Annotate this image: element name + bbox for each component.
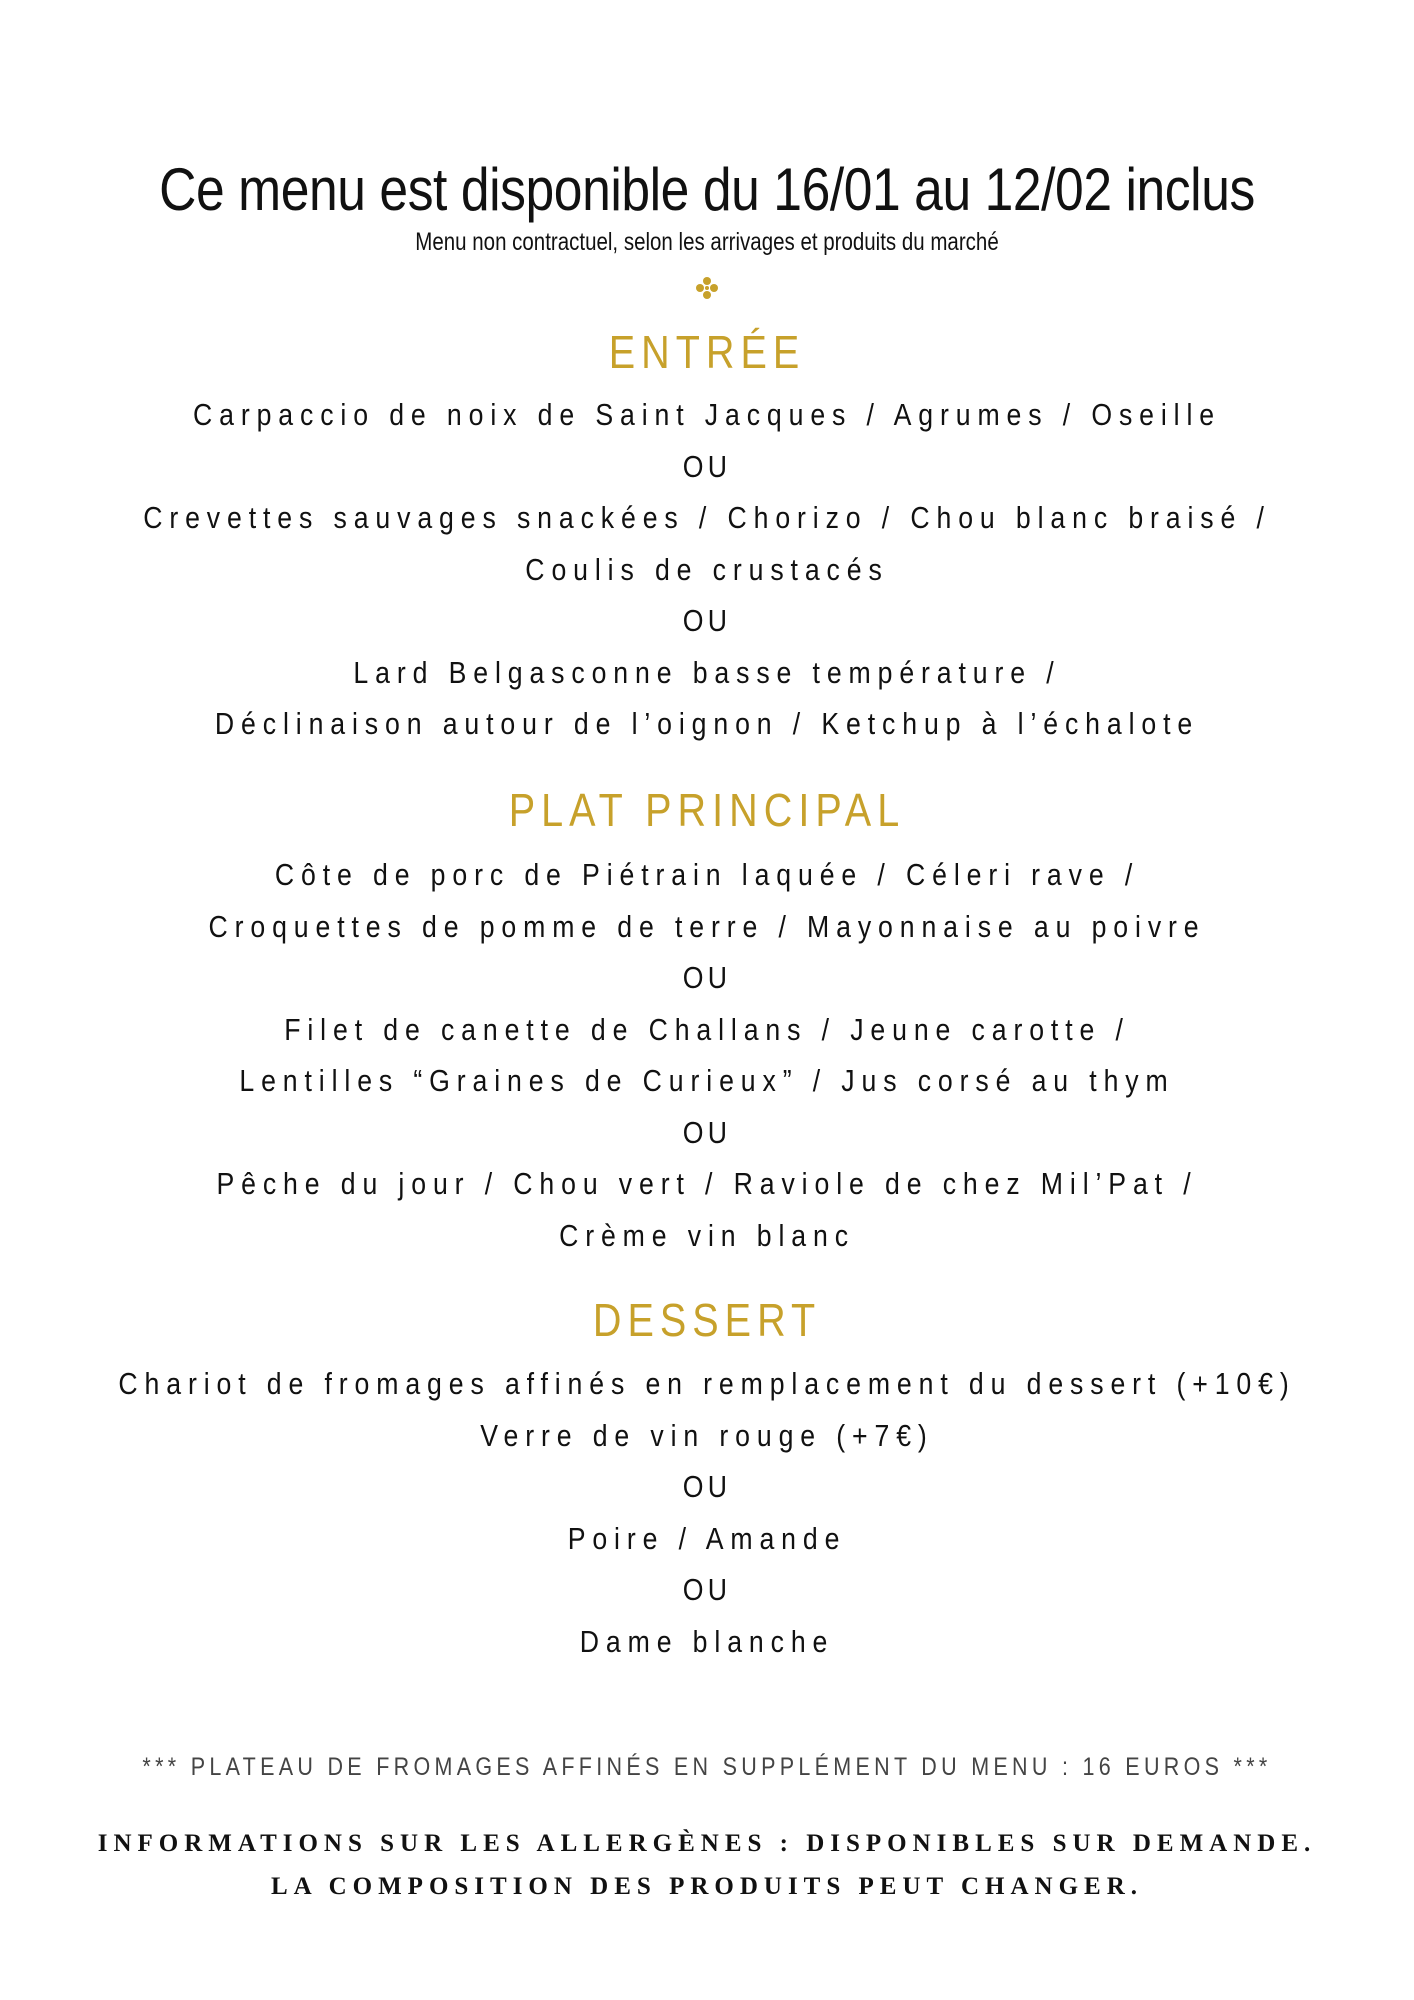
- list-item: Verre de vin rouge (+7€): [480, 1417, 934, 1453]
- or-separator: OU: [682, 1572, 732, 1607]
- section-title-dessert: DESSERT: [592, 1294, 822, 1346]
- list-item: Coulis de crustacés: [525, 551, 889, 587]
- section-title-entree: ENTRÉE: [608, 326, 806, 378]
- list-item: Crevettes sauvages snackées / Chorizo / Chou blanc braisé /: [143, 500, 1271, 535]
- allergen-information: [0, 1822, 1414, 1908]
- or-separator: OU: [682, 1114, 732, 1150]
- list-item: Filet de canette de Challans / Jeune carotte /: [284, 1011, 1130, 1047]
- list-item: Croquettes de pomme de terre / Mayonnaise au poivre: [208, 908, 1206, 944]
- menu-subtitle: Menu non contractuel, selon les arrivages et produits du marché: [415, 228, 999, 256]
- menu-availability-title: Ce menu est disponible du 16/01 au 12/02 inclus: [159, 156, 1255, 224]
- or-separator: OU: [682, 960, 732, 995]
- cheese-platter-note: *** PLATEAU DE FROMAGES AFFINÉS EN SUPPLÉMENT DU MENU : 16 EUROS ***: [142, 1753, 1272, 1781]
- or-separator: OU: [682, 1469, 732, 1504]
- list-item: Côte de porc de Piétrain laquée / Céleri rave /: [274, 857, 1140, 892]
- fleur-ornament-icon: [430, 276, 984, 300]
- entree-items: [0, 389, 1414, 750]
- plat-principal-items: [0, 849, 1414, 1261]
- list-item: Crème vin blanc: [559, 1217, 855, 1253]
- list-item: Pêche du jour / Chou vert / Raviole de chez Mil’Pat /: [216, 1166, 1198, 1201]
- allergen-line-2: LA COMPOSITION DES PRODUITS PEUT CHANGER.: [270, 1873, 1144, 1900]
- list-item: Dame blanche: [579, 1623, 835, 1659]
- or-separator: OU: [682, 603, 732, 638]
- list-item: Lard Belgasconne basse température /: [353, 654, 1061, 690]
- section-title-plat-principal: PLAT PRINCIPAL: [508, 784, 906, 836]
- allergen-line-1: INFORMATIONS SUR LES ALLERGÈNES : DISPONIBLES SUR DEMANDE.: [97, 1830, 1317, 1857]
- list-item: Carpaccio de noix de Saint Jacques / Agrumes / Oseille: [192, 397, 1221, 432]
- dessert-items: [0, 1358, 1414, 1667]
- list-item: Lentilles “Graines de Curieux” / Jus corsé au thym: [239, 1063, 1175, 1098]
- list-item: Chariot de fromages affinés en remplacement du dessert (+10€): [118, 1366, 1296, 1401]
- or-separator: OU: [682, 448, 732, 484]
- list-item: Poire / Amande: [567, 1520, 847, 1556]
- list-item: Déclinaison autour de l’oignon / Ketchup à l’échalote: [214, 706, 1200, 741]
